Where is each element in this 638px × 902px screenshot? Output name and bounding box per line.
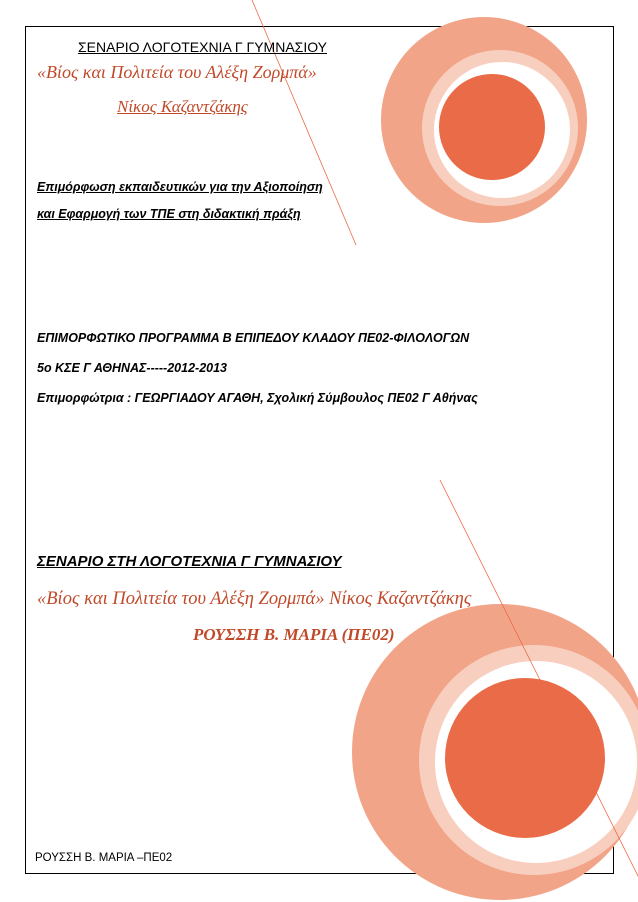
bottom-circle-inner	[445, 678, 605, 838]
program-title: ΕΠΙΜΟΡΦΩΤΙΚΟ ΠΡΟΓΡΑΜΜΑ Β ΕΠΙΠΕΔΟΥ ΚΛΑΔΟΥ ΠΕ02-ΦΙΛΟΛΟΓΩΝ	[37, 331, 470, 345]
training-line-1: Επιμόρφωση εκπαιδευτικών για την Αξιοποίηση	[37, 180, 323, 194]
trainer-line: Επιμορφώτρια : ΓΕΩΡΓΙΑΔΟΥ ΑΓΑΘΗ, Σχολική Σύμβουλος ΠΕ02 Γ Αθήνας	[37, 391, 478, 405]
training-line-2: και Εφαρμογή των ΤΠΕ στη διδακτική πράξη	[37, 207, 301, 221]
scenario-work-and-author: «Βίος και Πολιτεία του Αλέξη Ζορμπά» Νίκος Καζαντζάκης	[37, 589, 472, 609]
top-circle-inner	[439, 74, 545, 180]
scenario-author: ΡΟΥΣΣΗ Β. ΜΑΡΙΑ (ΠΕ02)	[193, 625, 395, 644]
work-title: «Βίος και Πολιτεία του Αλέξη Ζορμπά»	[37, 62, 317, 82]
kse-line: 5ο ΚΣΕ Γ ΑΘΗΝΑΣ-----2012-2013	[37, 361, 227, 375]
header-title: ΣΕΝΑΡΙΟ ΛΟΓΟΤΕΧΝΙΑ Γ ΓΥΜΝΑΣΙΟΥ	[78, 39, 327, 55]
scenario-title: ΣΕΝΑΡΙΟ ΣΤΗ ΛΟΓΟΤΕΧΝΙΑ Γ ΓΥΜΝΑΣΙΟΥ	[37, 553, 342, 570]
page-footer: ΡΟΥΣΣΗ Β. ΜΑΡΙΑ –ΠΕ02	[35, 852, 173, 864]
author-name: Νίκος Καζαντζάκης	[117, 97, 248, 116]
